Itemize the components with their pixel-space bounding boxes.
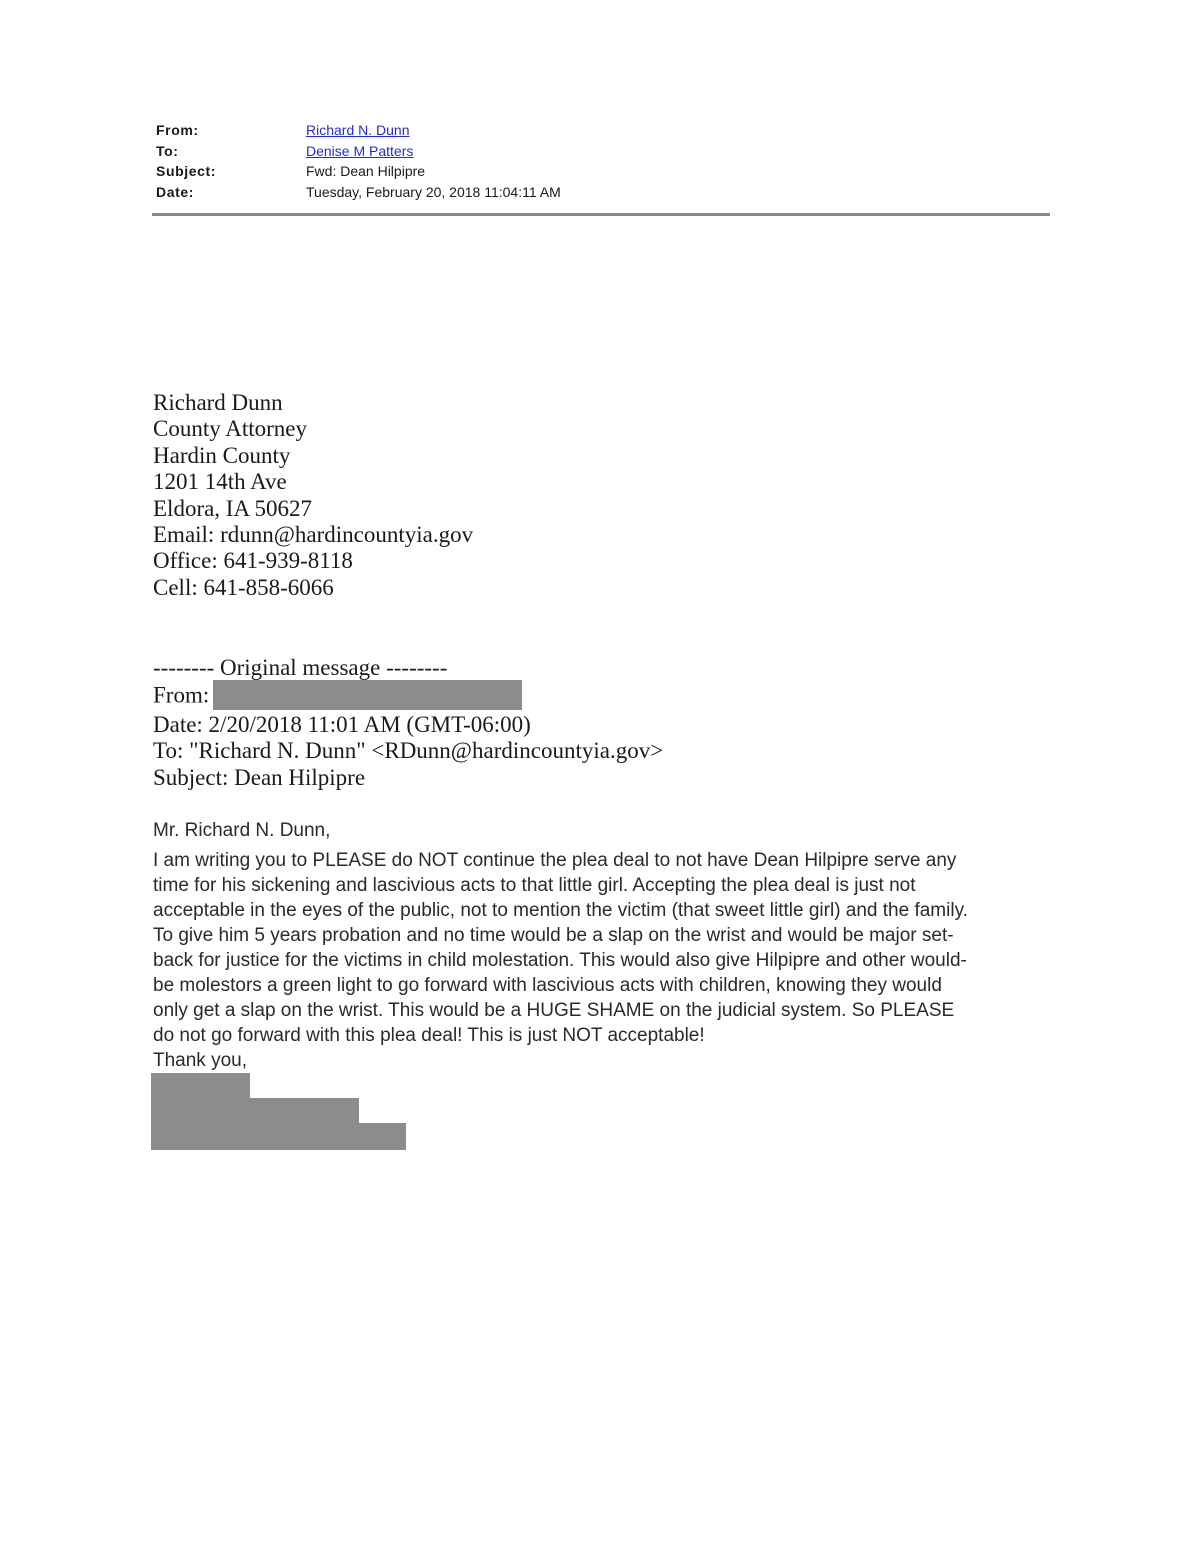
signature-email: Email: rdunn@hardincountyia.gov (153, 522, 474, 548)
original-message-separator: -------- Original message -------- (153, 655, 448, 680)
original-from-label: From: (153, 681, 210, 707)
signature-city: Eldora, IA 50627 (153, 495, 313, 521)
redaction-bar (151, 1073, 250, 1099)
date-value: Tuesday, February 20, 2018 11:04:11 AM (306, 184, 561, 201)
header-from-row (156, 120, 561, 141)
original-message-header (153, 655, 663, 791)
message-body (153, 818, 1053, 1073)
signature-block (153, 390, 473, 601)
body-line: I am writing you to PLEASE do NOT continue the plea deal to not have Dean Hilpipre serve any (153, 850, 957, 871)
original-date: Date: 2/20/2018 11:01 AM (GMT-06:00) (153, 711, 531, 737)
subject-value: Fwd: Dean Hilpipre (306, 163, 426, 180)
body-line: acceptable in the eyes of the public, not to mention the victim (that sweet little girl) and the family. (153, 900, 968, 921)
body-line: back for justice for the victims in child molestation. This would also give Hilpipre and other would- (153, 950, 967, 971)
body-line: To give him 5 years probation and no time would be a slap on the wrist and would be major set- (153, 925, 954, 946)
original-to: To: "Richard N. Dunn" <RDunn@hardincountyia.gov> (153, 738, 664, 763)
body-line: do not go forward with this plea deal! This is just NOT acceptable! (153, 1025, 705, 1046)
redaction-bar (151, 1123, 406, 1150)
signature-county: Hardin County (153, 442, 291, 468)
signature-street: 1201 14th Ave (153, 469, 287, 495)
signature-name: Richard Dunn (153, 390, 283, 415)
header-divider (152, 213, 1050, 216)
sender-link[interactable]: Richard N. Dunn (306, 122, 410, 138)
body-greeting: Mr. Richard N. Dunn, (153, 820, 331, 841)
original-from-row (153, 682, 663, 712)
header-subject-row (156, 161, 561, 182)
redacted-sender (213, 680, 522, 710)
signature-office-phone: Office: 641-939-8118 (153, 548, 353, 574)
to-label: To: (156, 142, 179, 159)
date-label: Date: (156, 184, 195, 201)
body-line: be molestors a green light to go forward with lascivious acts with children, knowing they would (153, 975, 942, 996)
body-closing: Thank you, (153, 1050, 247, 1071)
body-line: only get a slap on the wrist. This would be a HUGE SHAME on the judicial system. So PLEASE (153, 1000, 955, 1021)
redaction-bar (151, 1098, 359, 1124)
from-label: From: (156, 122, 199, 138)
signature-title: County Attorney (153, 416, 307, 442)
email-header (156, 120, 561, 203)
body-line: time for his sickening and lascivious acts to that little girl. Accepting the plea deal is just not (153, 875, 916, 896)
header-to-row (156, 141, 561, 162)
signature-cell-phone: Cell: 641-858-6066 (153, 574, 334, 600)
recipient-link[interactable]: Denise M Patters (306, 142, 414, 159)
header-date-row (156, 182, 561, 203)
original-subject: Subject: Dean Hilpipre (153, 764, 366, 790)
subject-label: Subject: (156, 163, 217, 180)
